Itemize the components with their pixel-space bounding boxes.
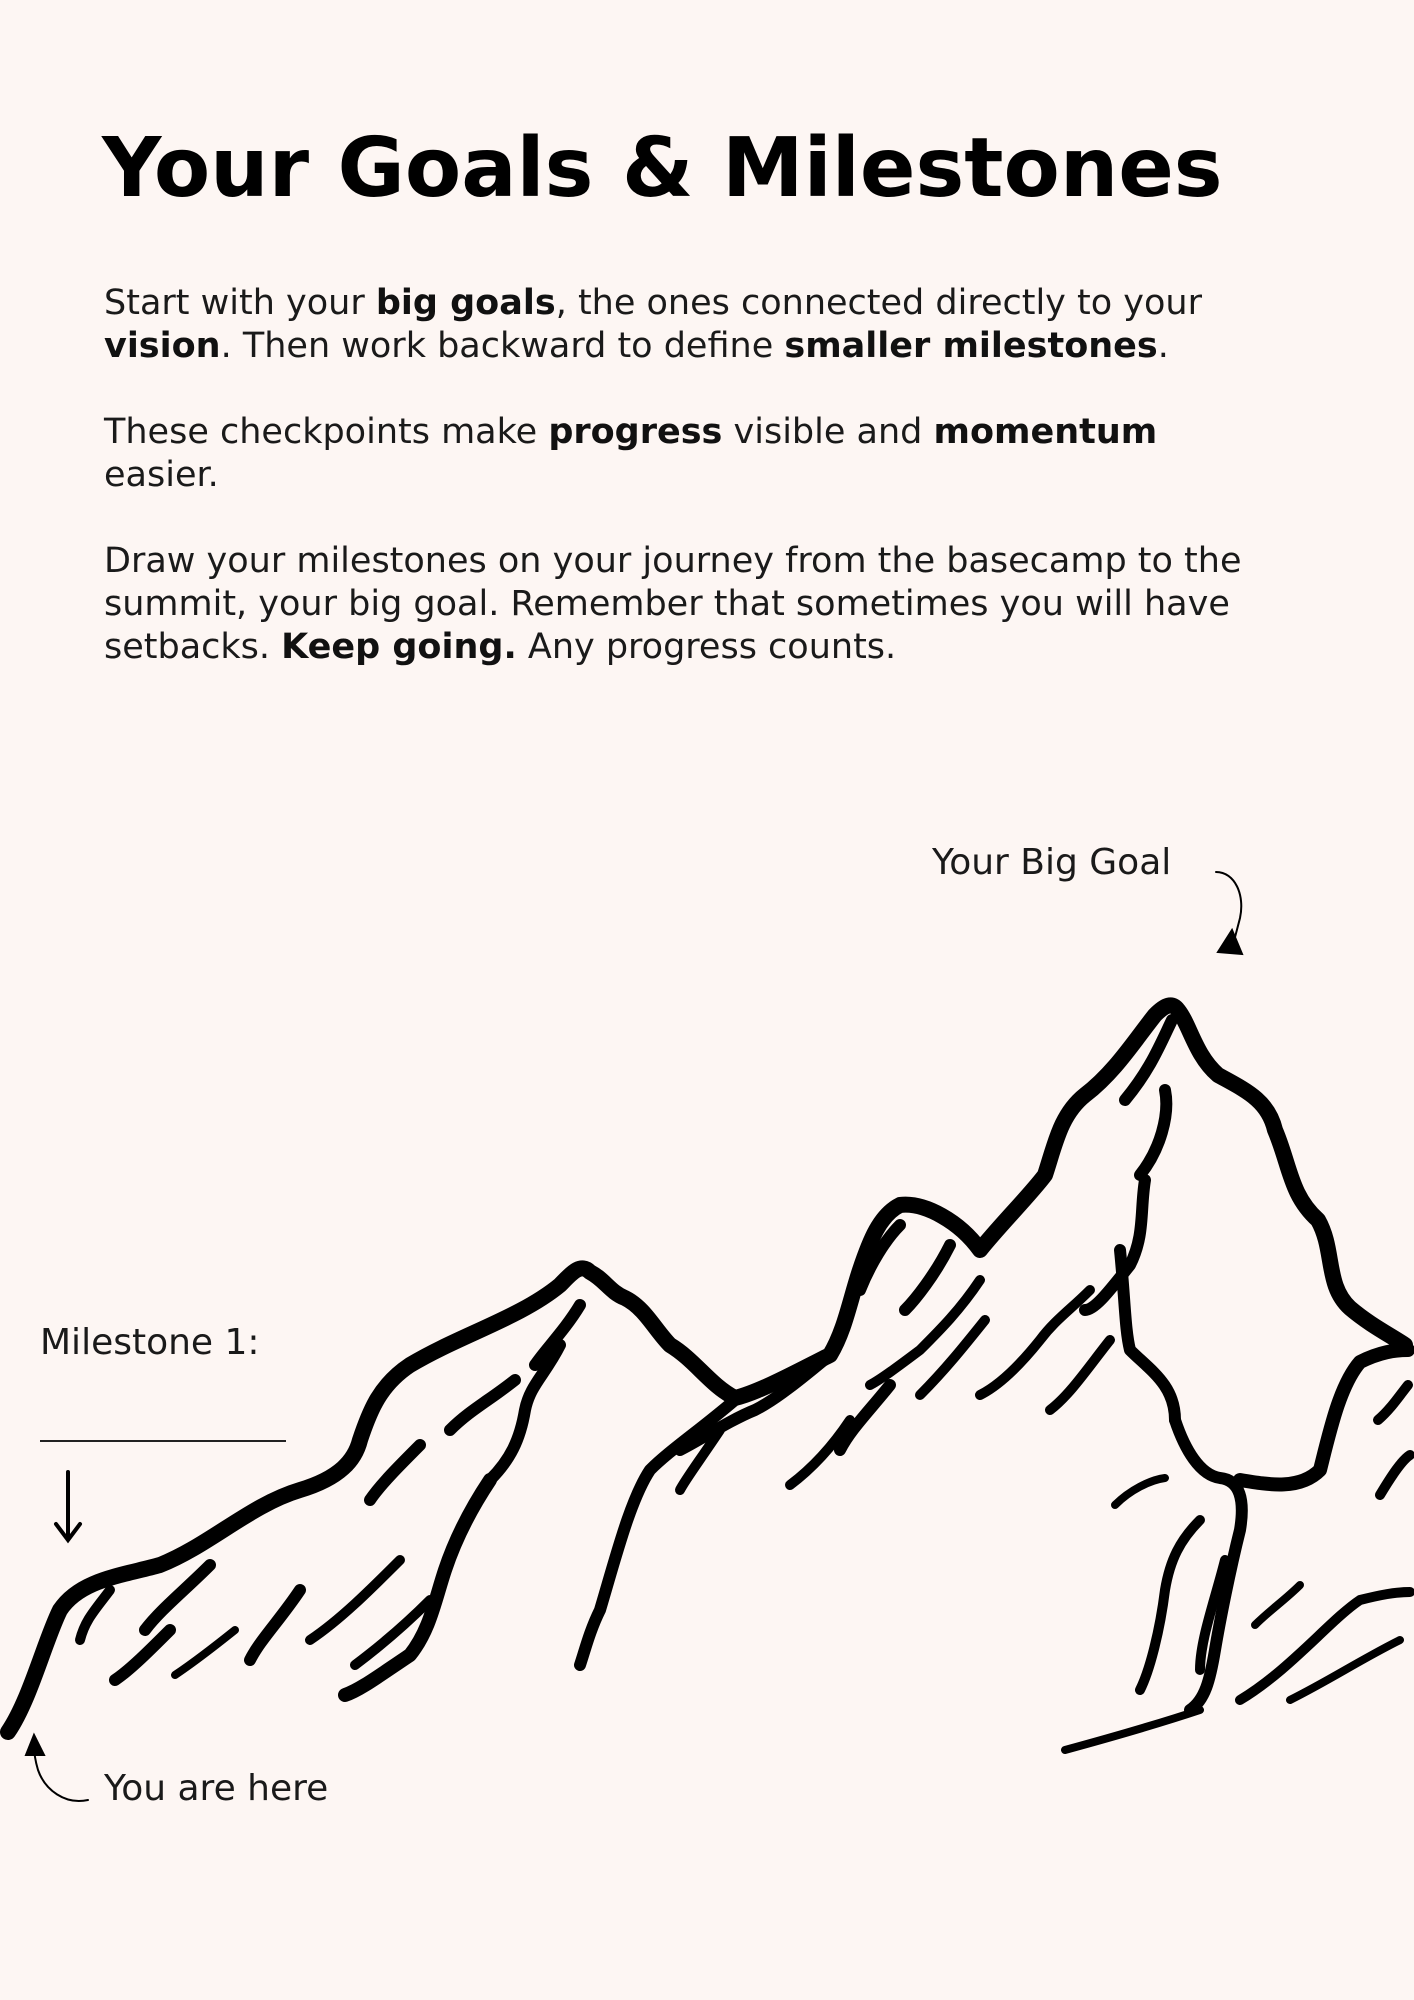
curved-arrow-icon xyxy=(1216,872,1242,954)
mountain-ridge xyxy=(1380,1455,1410,1495)
mountain-ridge xyxy=(490,1345,560,1480)
intro-emphasis: momentum xyxy=(933,412,1158,452)
intro-text-run: Any progress counts. xyxy=(516,627,897,667)
intro-emphasis: Keep going. xyxy=(281,627,517,667)
intro-text-run: easier. xyxy=(104,455,219,495)
mountain-ridge xyxy=(8,1005,1405,1732)
curved-arrow-icon xyxy=(26,1735,88,1801)
intro-emphasis: progress xyxy=(548,412,723,452)
page-title: Your Goals & Milestones xyxy=(102,121,1223,216)
intro-text-run: , the ones connected directly to your xyxy=(555,283,1202,323)
intro-text-run: Draw your milestones on your journey from the basecamp to the summit, your big goal. Remember that sometimes you will have setbacks. xyxy=(104,541,1242,667)
mountain-ridge xyxy=(370,1445,420,1500)
mountain-ridge xyxy=(1140,1090,1166,1175)
mountain-ridge xyxy=(175,1630,235,1675)
intro-text-run: These checkpoints make xyxy=(104,412,549,452)
intro-text-run: visible and xyxy=(722,412,934,452)
big-goal-label: Your Big Goal xyxy=(932,842,1172,883)
milestone-1-label: Milestone 1: xyxy=(40,1322,260,1363)
mountain-ridge xyxy=(920,1320,985,1395)
mountain-ridge xyxy=(905,1245,950,1310)
mountain-ridge xyxy=(310,1560,400,1640)
mountain-ridge xyxy=(1175,1420,1242,1710)
intro-text-run: . xyxy=(1157,326,1169,366)
mountain-ridge xyxy=(1065,1710,1200,1750)
down-arrow-icon xyxy=(56,1472,80,1540)
intro-text-run: Start with your xyxy=(104,283,376,323)
intro-emphasis: big goals xyxy=(375,283,556,323)
mountain-ridge xyxy=(1115,1478,1165,1505)
mountain-ridge xyxy=(1140,1520,1200,1690)
mountain-ridge xyxy=(1255,1585,1300,1625)
mountain-ridge xyxy=(145,1565,210,1630)
intro-text-run: . Then work backward to define xyxy=(220,326,785,366)
mountain-ridge xyxy=(1050,1340,1110,1410)
intro-emphasis: smaller milestones xyxy=(784,326,1158,366)
mountain-ridge xyxy=(115,1630,170,1680)
mountain-ridge xyxy=(1120,1250,1175,1420)
mountain-ridge xyxy=(250,1590,300,1660)
you-are-here-label: You are here xyxy=(104,1768,329,1809)
intro-emphasis: vision xyxy=(104,326,221,366)
mountain-ridge xyxy=(1378,1385,1408,1420)
mountain-ridge xyxy=(450,1380,515,1430)
